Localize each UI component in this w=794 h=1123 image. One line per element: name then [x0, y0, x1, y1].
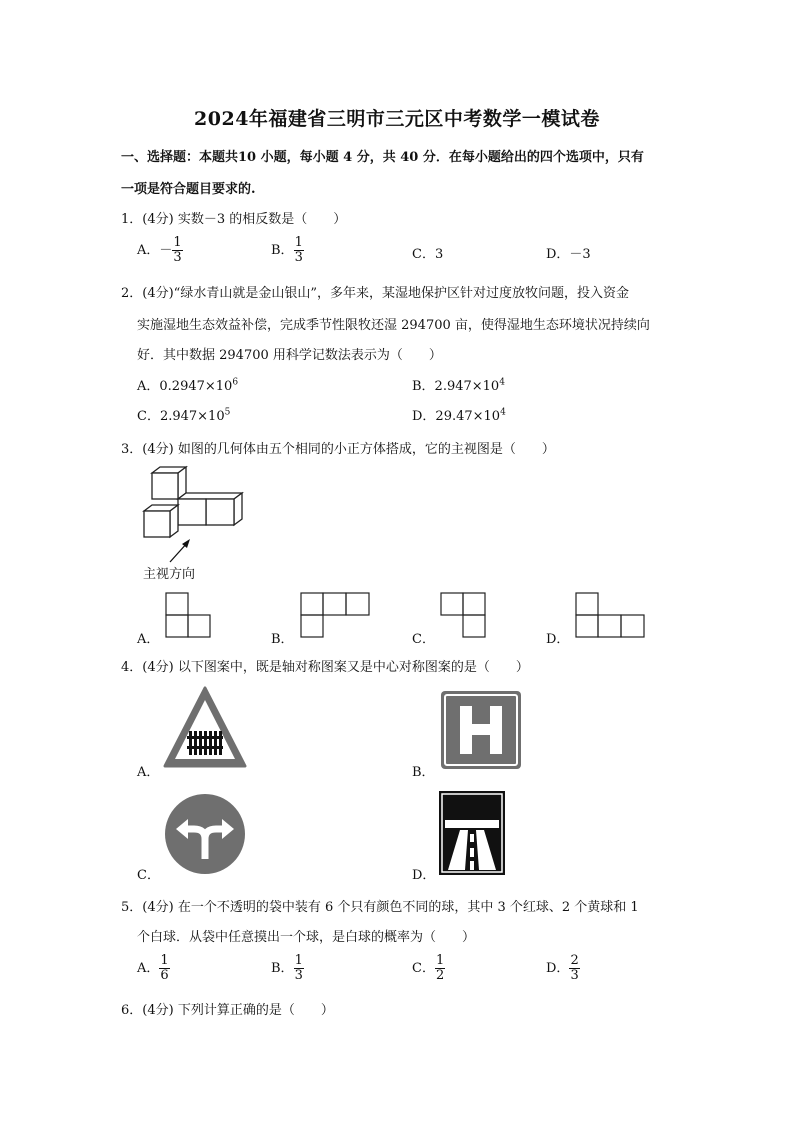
- railway-crossing-warning-sign-icon[interactable]: [163, 686, 247, 770]
- section-header-line2: 一项是符合题目要求的.: [121, 182, 256, 197]
- option-text: B．2.947×10: [412, 379, 500, 394]
- fraction: [294, 954, 304, 983]
- fraction: [435, 954, 445, 983]
- option-label: B．: [271, 961, 294, 976]
- option-label: A．: [137, 243, 160, 258]
- question-3-stem: 3．(4分) 如图的几何体由五个相同的小正方体搭成，它的主视图是（ ）: [121, 442, 555, 457]
- fraction: [569, 954, 579, 983]
- q3-option-d-figure[interactable]: [575, 592, 647, 638]
- expressway-sign-icon[interactable]: [438, 790, 506, 876]
- q1-option-c[interactable]: C．3: [412, 247, 444, 262]
- q2-option-d[interactable]: [412, 405, 506, 424]
- option-text: C．2.947×10: [137, 409, 225, 424]
- cube-solid-figure: [140, 465, 250, 545]
- exponent: 5: [224, 407, 231, 418]
- denominator: 3: [294, 968, 303, 983]
- option-text: A．0.2947×10: [137, 379, 233, 394]
- q4-option-a-label[interactable]: A．: [137, 765, 160, 780]
- q1-option-d[interactable]: D．－3: [546, 247, 591, 262]
- hospital-h-sign-icon[interactable]: [440, 690, 522, 770]
- q3-option-c-label[interactable]: C．: [412, 632, 435, 647]
- denominator: 3: [294, 250, 303, 265]
- fraction: [294, 236, 304, 265]
- exponent: 6: [232, 377, 239, 388]
- fraction: [172, 236, 182, 265]
- question-5-line2: 个白球．从袋中任意摸出一个球，是白球的概率为（ ）: [137, 930, 476, 945]
- question-5-line1: 5．(4分) 在一个不透明的袋中装有 6 个只有颜色不同的球，其中 3 个红球、2 个黄球和 1: [121, 900, 639, 915]
- option-label: C．: [412, 961, 435, 976]
- q3-option-b-label[interactable]: B．: [271, 632, 294, 647]
- numerator: 1: [294, 953, 303, 968]
- numerator: 2: [570, 953, 579, 968]
- q2-option-b[interactable]: [412, 375, 505, 394]
- option-label: D．: [546, 961, 570, 976]
- q1-option-a[interactable]: [137, 236, 183, 265]
- numerator: 1: [160, 953, 169, 968]
- q4-option-c-label[interactable]: C．: [137, 868, 160, 883]
- denominator: 6: [160, 968, 169, 983]
- direction-arrow-icon: [166, 536, 196, 566]
- question-2-line2: 实施湿地生态效益补偿，完成季节性限牧还湿 294700 亩，使得湿地生态环境状况持续向: [137, 318, 650, 333]
- option-text: D．29.47×10: [412, 409, 501, 424]
- option-label: B．: [271, 243, 294, 258]
- q3-option-b-figure[interactable]: [300, 592, 372, 638]
- question-4-stem: 4．(4分) 以下图案中，既是轴对称图案又是中心对称图案的是（ ）: [121, 660, 529, 675]
- page-title: 2024年福建省三明市三元区中考数学一模试卷: [194, 108, 600, 130]
- exponent: 4: [500, 407, 506, 418]
- option-label: A．: [137, 961, 160, 976]
- exponent: 4: [499, 377, 505, 388]
- q5-option-b[interactable]: [271, 954, 304, 983]
- sign: －: [159, 243, 173, 258]
- q3-option-a-figure[interactable]: [165, 592, 215, 638]
- q5-option-d[interactable]: [546, 954, 580, 983]
- q3-option-a-label[interactable]: A．: [137, 632, 160, 647]
- numerator: 1: [173, 235, 182, 250]
- section-header-line1: 一、选择题：本题共10 小题，每小题 4 分，共 40 分．在每小题给出的四个选项中，只有: [121, 150, 644, 165]
- question-2-line3: 好．其中数据 294700 用科学记数法表示为（ ）: [137, 348, 442, 363]
- question-2-line1: 2．(4分)“绿水青山就是金山银山”，多年来，某湿地保护区针对过度放牧问题，投入资金: [121, 286, 629, 301]
- fraction: [159, 954, 169, 983]
- denominator: 3: [570, 968, 579, 983]
- q4-option-b-label[interactable]: B．: [412, 765, 435, 780]
- q5-option-a[interactable]: [137, 954, 170, 983]
- view-direction-label: 主视方向: [143, 567, 196, 582]
- turn-left-or-right-sign-icon[interactable]: [164, 793, 246, 875]
- q5-option-c[interactable]: [412, 954, 445, 983]
- q2-option-c[interactable]: [137, 405, 230, 424]
- numerator: 1: [294, 235, 303, 250]
- question-6-stem: 6．(4分) 下列计算正确的是（ ）: [121, 1003, 334, 1018]
- numerator: 1: [435, 953, 445, 968]
- q4-option-d-label[interactable]: D．: [412, 868, 436, 883]
- q3-option-d-label[interactable]: D．: [546, 632, 570, 647]
- question-1-stem: 1．(4分) 实数－3 的相反数是（ ）: [121, 212, 347, 227]
- q2-option-a[interactable]: [137, 375, 238, 394]
- denominator: 3: [173, 250, 182, 265]
- q1-option-b[interactable]: [271, 236, 304, 265]
- denominator: 2: [435, 968, 445, 983]
- q3-option-c-figure[interactable]: [440, 592, 490, 638]
